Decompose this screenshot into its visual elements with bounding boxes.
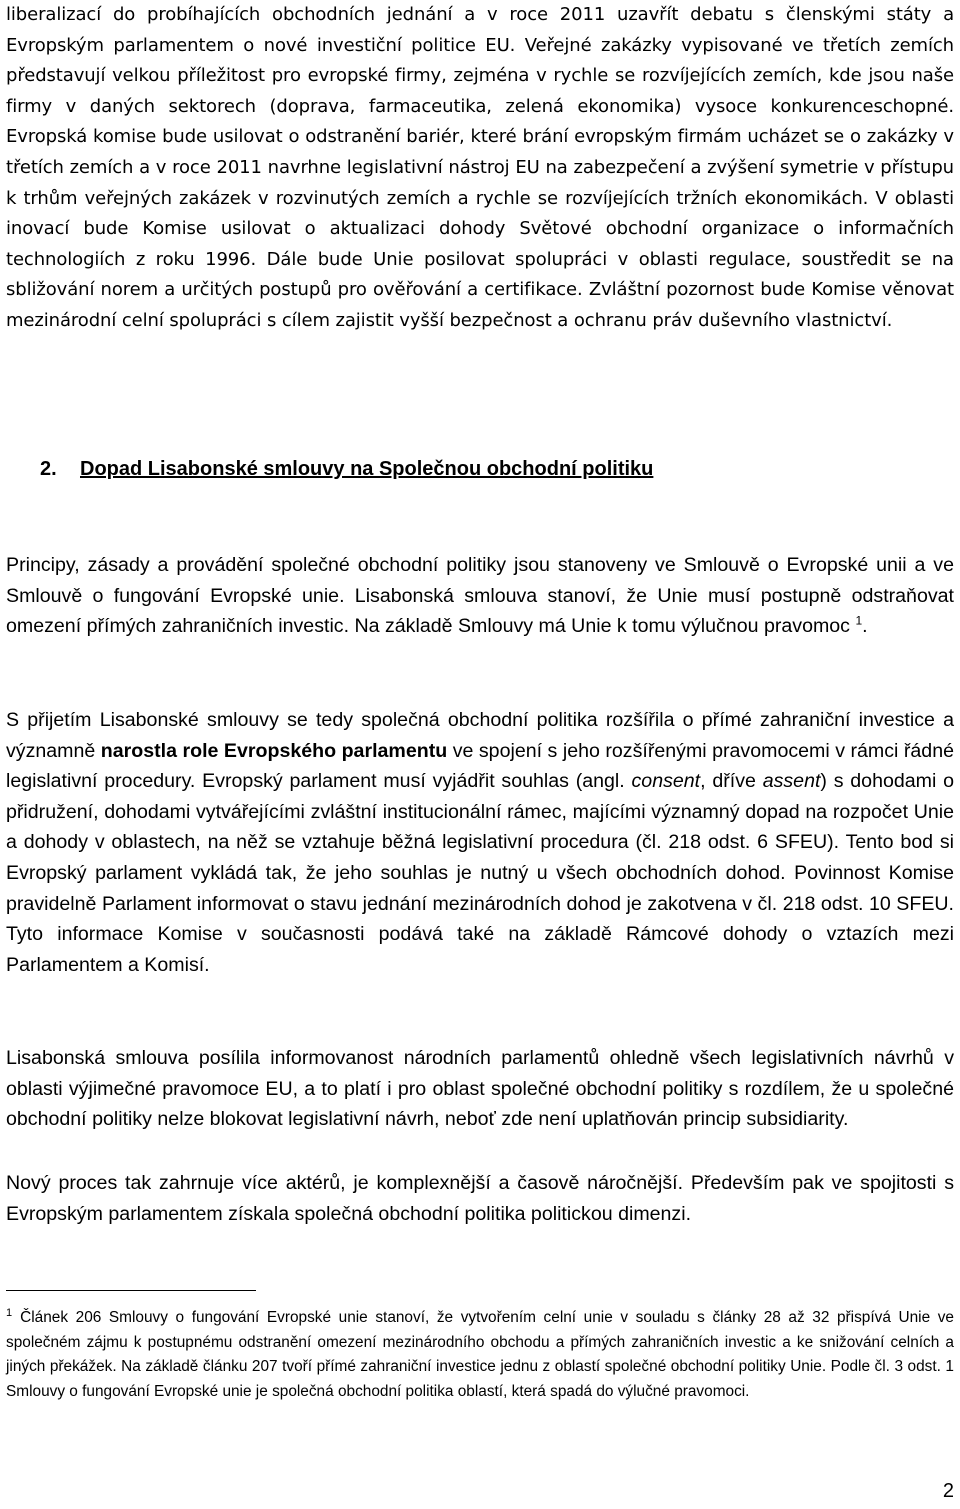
footnote: [6, 1306, 954, 1404]
paragraph-parliament-role-b: ve spojení s jeho rozšířenými pravomocemi v rámci řádné legislativní procedury. Evropský parlament musí vyjádřit souhlas (angl.: [6, 739, 954, 793]
paragraph-new-process: Nový proces tak zahrnuje více aktérů, je komplexnější a časově náročnější. Především pak ve spojitosti s Evropským parlamentem získala společná obchodní politika politickou dimenzi.: [6, 1172, 954, 1225]
section-number: 2.: [40, 458, 57, 480]
footnote-separator: [6, 1290, 256, 1291]
paragraph-national-parliaments: Lisabonská smlouva posílila informovanost národních parlamentů ohledně všech legislativních návrhů v oblasti výjimečné pravomoce EU, a to platí i pro oblast společné obchodní politiky s rozdílem, že u společné obchodní politiky nelze blokovat legislativní návrh, neboť zde není uplatňován princip subsidiarity.: [6, 1047, 954, 1131]
section-heading: [40, 458, 653, 481]
paragraph-principles: [6, 550, 954, 642]
term-assent: assent: [762, 770, 821, 793]
paragraph-parliament-role-d: ) s dohodami o přidružení, dohodami vytvářejícími zvláštní institucionální rámec, majícími významný dopad na rozpočet Unie a dohody v oblastech, na něž se vztahuje běžná legislativní procedura (čl. 218 odst. 6 SFEU). Tento bod si Evropský parlament vykládá tak, že jeho souhlas je nutný u všech obchodních dohod. Povinnost Komise pravidelně Parlament informovat o stavu jednání mezinárodních dohod je zakotvena v čl. 218 odst. 10 SFEU. Tyto informace Komise v současnosti podává také na základě Rámcové dohody o vztazích mezi Parlamentem a Komisí.: [6, 770, 954, 976]
term-consent: consent: [631, 770, 701, 793]
paragraph-principles-end: .: [862, 615, 868, 638]
footnote-reference[interactable]: 1: [855, 613, 863, 628]
paragraph-investment-policy: liberalizací do probíhajících obchodních jednání a v roce 2011 uzavřít debatu s členskými státy a Evropským parlamentem o nové investiční politice EU. Veřejné zakázky vypisované ve třetích zemích představují velkou příležitost pro evropské firmy, zejména v rychle se rozvíjejících zemích, kde jsou naše firmy v daných sektorech (doprava, farmaceutika, zelená ekonomika) vysoce konkurenceschopné. Evropská komise bude usilovat o odstranění bariér, které brání evropským firmám ucházet se o zakázky v třetích zemích a v roce 2011 navrhne legislativní nástroj EU na zabezpečení a zvýšení symetrie v přístupu k trhům veřejných zakázek v rozvinutých zemích a rychle se rozvíjejících tržních ekonomikách. V oblasti inovací bude Komise usilovat o aktualizaci dohody Světové obchodní organizace o informačních technologiích z roku 1996. Dále bude Unie posilovat spolupráci v oblasti regulace, soustředit se na sbližování norem a určitých postupů pro ověřování a certifikace. Zvláštní pozornost bude Komise věnovat mezinárodní celní spolupráci s cílem zajistit vyšší bezpečnost a ochranu práv duševního vlastnictví.: [6, 4, 954, 331]
paragraph-parliament-role: [6, 705, 954, 980]
footnote-text: Článek 206 Smlouvy o fungování Evropské unie stanoví, že vytvořením celní unie v souladu s články 28 až 32 přispívá Unie ve společném zájmu k postupnému odstranění omezení mezinárodního obchodu a přímých zahraničních investic a ke snižování celních a jiných překážek. Na základě článku 207 tvoří přímé zahraniční investice jednu z oblastí společné obchodní politiky Unie. Podle čl. 3 odst. 1 Smlouvy o fungování Evropské unie je společná obchodní politika oblastí, která spadá do výlučné pravomoci.: [6, 1309, 954, 1400]
bold-phrase-parliament-role: narostla role Evropského parlamentu: [100, 739, 448, 762]
page-number: 2: [942, 1480, 954, 1502]
footnote-marker: 1: [6, 1306, 13, 1319]
paragraph-principles-text: Principy, zásady a provádění společné obchodní politiky jsou stanoveny ve Smlouvě o Evropské unii a ve Smlouvě o fungování Evropské unie. Lisabonská smlouva stanoví, že Unie musí postupně odstraňovat omezení přímých zahraničních investic. Na základě Smlouvy má Unie k tomu výlučnou pravomoc: [6, 554, 954, 638]
paragraph-parliament-role-c: , dříve: [700, 770, 763, 793]
section-title: Dopad Lisabonské smlouvy na Společnou obchodní politiku: [80, 458, 654, 480]
paragraph-parliament-role-a: S přijetím Lisabonské smlouvy se tedy společná obchodní politika rozšířila o přímé zahraniční investice a významně: [6, 709, 954, 762]
